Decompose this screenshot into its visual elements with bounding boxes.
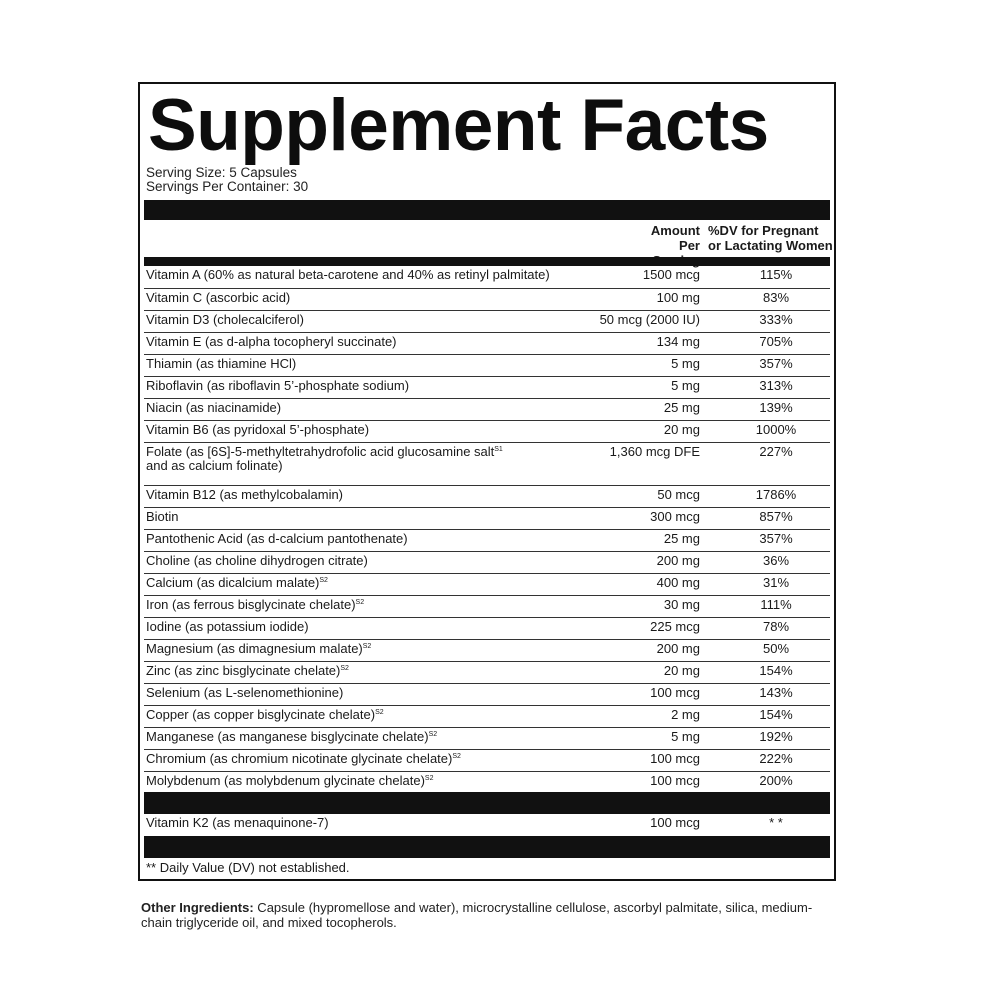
- nutrient-amount: 30 mg: [663, 597, 700, 612]
- header-thick-bar: [144, 200, 830, 220]
- table-row: [144, 529, 830, 552]
- nutrient-amount: 5 mg: [671, 378, 700, 393]
- table-row: [144, 814, 830, 836]
- nutrient-amount: 1,360 mcg DFE: [609, 444, 700, 459]
- nutrient-amount: 1500 mcg: [642, 267, 700, 282]
- footnote-marker: S2: [428, 731, 438, 738]
- nutrient-dv: 115%: [759, 267, 793, 282]
- nutrient-amount: 25 mg: [663, 531, 700, 546]
- nutrient-name: Vitamin E (as d-alpha tocopheryl succinate): [146, 334, 397, 349]
- nutrient-amount: 50 mcg: [657, 487, 700, 502]
- table-row: [144, 705, 830, 728]
- nutrient-amount: 400 mg: [656, 575, 700, 590]
- nutrient-name: Zinc (as zinc bisglycinate chelate)$^{S2}$: [146, 663, 349, 678]
- table-row: [144, 420, 830, 443]
- nutrient-name: Iron (as ferrous bisglycinate chelate)$^{S2}$: [146, 597, 365, 612]
- nutrient-dv: 143%: [759, 685, 793, 700]
- nutrient-name: Chromium (as chromium nicotinate glycinate chelate)$^{S2}$: [146, 751, 461, 766]
- amount-header: Amount Per: [650, 223, 700, 253]
- nutrient-dv: 154%: [759, 707, 793, 722]
- nutrient-name: Iodine (as potassium iodide): [146, 619, 309, 634]
- nutrient-amount: 20 mg: [663, 422, 700, 437]
- nutrient-dv: 200%: [759, 773, 793, 788]
- footnote-marker: S2: [340, 665, 349, 672]
- nutrient-dv: * *: [769, 815, 783, 830]
- nutrient-amount: 300 mcg: [650, 509, 700, 524]
- nutrient-name: Pantothenic Acid (as d-calcium pantothenate): [146, 531, 408, 546]
- table-row: [144, 661, 830, 684]
- nutrient-name: Selenium (as L-selenomethionine): [146, 685, 344, 700]
- dv-header: %DV for Pregnant or Lactating Women: [708, 223, 833, 253]
- nutrient-dv: 333%: [759, 312, 793, 327]
- table-row: [144, 771, 830, 794]
- table-row: [144, 507, 830, 530]
- nutrient-dv: 357%: [759, 531, 793, 546]
- nutrient-dv: 36%: [762, 553, 790, 568]
- table-row: [144, 551, 830, 574]
- nutrient-amount: 200 mg: [656, 553, 700, 568]
- nutrient-name: Folate (as [6S]-5-methyltetrahydrofolic acid glucosamine salt$^{S1}$ and as calcium folinate): [146, 444, 503, 473]
- nutrient-name: Calcium (as dicalcium malate)$^{S2}$: [146, 575, 328, 590]
- nutrient-dv: 139%: [759, 400, 793, 415]
- nutrient-amount: 5 mg: [671, 356, 700, 371]
- table-row: [144, 310, 830, 333]
- nutrient-amount: 2 mg: [671, 707, 700, 722]
- serving-size: Serving Size: 5 Capsules: [146, 165, 297, 180]
- footer-divider-bar: [144, 836, 830, 858]
- nutrient-amount: 100 mcg: [650, 685, 700, 700]
- nutrient-amount: 100 mcg: [650, 751, 700, 766]
- nutrient-dv: 192%: [759, 729, 793, 744]
- section-divider-bar: [144, 792, 830, 814]
- nutrient-name: Choline (as choline dihydrogen citrate): [146, 553, 368, 568]
- nutrient-amount: 200 mg: [656, 641, 700, 656]
- nutrient-dv: 154%: [759, 663, 793, 678]
- header-divider-bar: [144, 257, 830, 266]
- table-row: [144, 749, 830, 772]
- footnote-marker: S2: [375, 709, 384, 716]
- footnote-marker: S1: [494, 446, 503, 453]
- nutrient-amount: 225 mcg: [650, 619, 700, 634]
- nutrient-dv: 31%: [762, 575, 790, 590]
- nutrient-amount: 50 mcg (2000 IU): [599, 312, 700, 327]
- table-row: [144, 617, 830, 640]
- table-row: [144, 485, 830, 508]
- nutrient-dv: 50%: [762, 641, 790, 656]
- table-row: [144, 376, 830, 399]
- table-row: [144, 639, 830, 662]
- nutrient-dv: 1786%: [755, 487, 797, 502]
- nutrient-name: Copper (as copper bisglycinate chelate)$^{S2}$: [146, 707, 384, 722]
- nutrient-name: Riboflavin (as riboflavin 5’-phosphate sodium): [146, 378, 410, 393]
- footnote-marker: S2: [424, 775, 434, 782]
- nutrient-name: Magnesium (as dimagnesium malate)$^{S2}$: [146, 641, 372, 656]
- nutrient-amount: 20 mg: [663, 663, 700, 678]
- table-row: [144, 573, 830, 596]
- nutrient-dv: 313%: [759, 378, 793, 393]
- nutrient-name: Thiamin (as thiamine HCl): [146, 356, 297, 371]
- nutrient-dv: 83%: [762, 290, 790, 305]
- nutrient-amount: 100 mcg: [650, 773, 700, 788]
- nutrient-dv: 78%: [762, 619, 790, 634]
- nutrient-dv: 1000%: [755, 422, 797, 437]
- panel-title: Supplement Facts: [148, 85, 769, 166]
- nutrient-name: Vitamin D3 (cholecalciferol): [146, 312, 304, 327]
- nutrient-dv: 705%: [759, 334, 793, 349]
- nutrient-amount: 5 mg: [671, 729, 700, 744]
- table-row: [144, 266, 830, 288]
- footnote-marker: S2: [452, 753, 461, 760]
- other-ingredients: [141, 900, 841, 930]
- footnote-marker: S2: [319, 577, 328, 584]
- table-row: [144, 595, 830, 618]
- table-row: [144, 442, 830, 486]
- nutrient-name: Vitamin C (ascorbic acid): [146, 290, 291, 305]
- nutrient-name: Vitamin A (60% as natural beta-carotene and 40% as retinyl palmitate): [146, 267, 550, 282]
- nutrient-dv: 857%: [759, 509, 793, 524]
- footnote: ** Daily Value (DV) not established.: [146, 860, 350, 875]
- other-ingredients-text: Capsule (hypromellose and water), microcrystalline cellulose, ascorbyl palmitate, silica, medium-chain triglyceride oil, and mixed tocopherols.: [141, 900, 813, 930]
- nutrient-name: Vitamin K2 (as menaquinone-7): [146, 815, 329, 830]
- nutrient-dv: 222%: [759, 751, 793, 766]
- other-ingredients-label: Other Ingredients:: [141, 900, 254, 915]
- table-row: [144, 683, 830, 706]
- footnote-marker: S2: [362, 643, 372, 650]
- nutrient-dv: 357%: [759, 356, 793, 371]
- nutrient-name: Niacin (as niacinamide): [146, 400, 282, 415]
- nutrient-name: Manganese (as manganese bisglycinate chelate)$^{S2}$: [146, 729, 438, 744]
- table-row: [144, 288, 830, 311]
- table-row: [144, 398, 830, 421]
- servings-per-container: Servings Per Container: 30: [146, 179, 309, 194]
- footnote-marker: S2: [355, 599, 365, 606]
- nutrient-amount: 100 mg: [656, 290, 700, 305]
- nutrient-name: Biotin: [146, 509, 179, 524]
- nutrient-name: Vitamin B6 (as pyridoxal 5’-phosphate): [146, 422, 370, 437]
- table-row: [144, 727, 830, 750]
- supplement-facts-panel: [138, 82, 836, 881]
- nutrient-name: Vitamin B12 (as methylcobalamin): [146, 487, 344, 502]
- nutrient-amount: 134 mg: [656, 334, 700, 349]
- nutrient-name: Molybdenum (as molybdenum glycinate chelate)$^{S2}$: [146, 773, 434, 788]
- nutrient-amount: 100 mcg: [650, 815, 700, 830]
- nutrient-dv: 227%: [759, 444, 793, 459]
- table-row: [144, 354, 830, 377]
- table-row: [144, 332, 830, 355]
- nutrient-amount: 25 mg: [663, 400, 700, 415]
- nutrient-dv: 111%: [760, 597, 792, 612]
